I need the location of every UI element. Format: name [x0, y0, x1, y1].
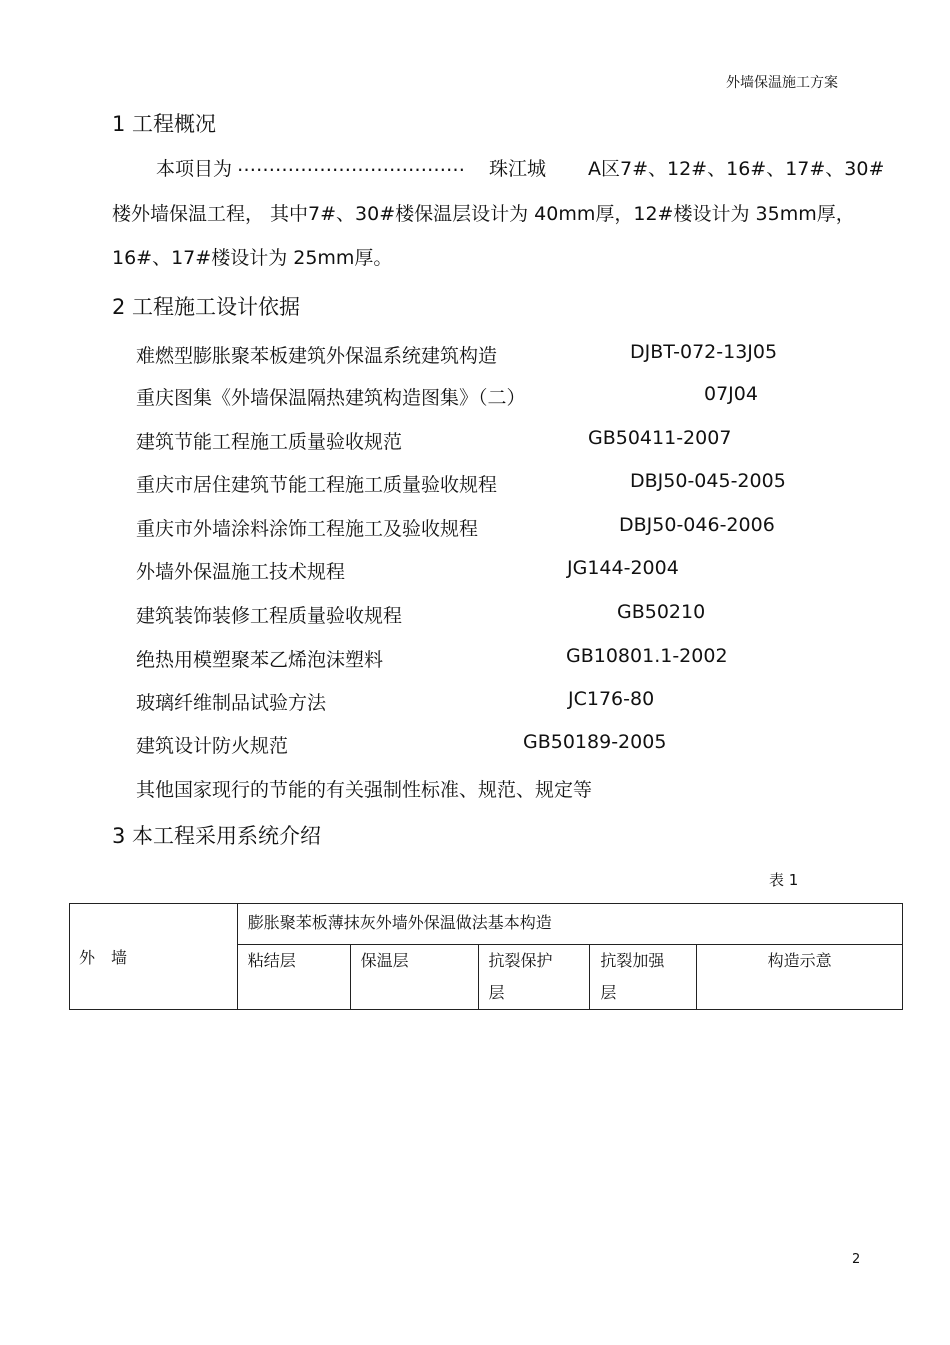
overview-line-3: 16#、17#楼设计为 25mm厚。 — [112, 247, 393, 269]
table-header-cell — [237, 945, 350, 1010]
reference-code: GB10801.1-2002 — [566, 645, 728, 667]
reference-code: GB50189-2005 — [523, 731, 667, 753]
reference-title: 玻璃纤维制品试验方法 — [136, 692, 327, 714]
reference-other: 其他国家现行的节能的有关强制性标准、规范、规定等 — [136, 779, 593, 801]
running-header: 外墙保温施工方案 — [726, 75, 838, 91]
reference-title: 建筑装饰装修工程质量验收规程 — [136, 605, 403, 627]
table-header-cell — [478, 945, 590, 1010]
reference-title: 绝热用模塑聚苯乙烯泡沫塑料 — [136, 649, 384, 671]
reference-title: 建筑设计防火规范 — [136, 735, 289, 757]
construction-table — [69, 903, 903, 1010]
section-2-heading: 2 工程施工设计依据 — [112, 295, 301, 319]
reference-code: DBJ50-046-2006 — [619, 514, 775, 536]
table-header-text: 粘结层 — [247, 951, 296, 970]
table-header-text: 层 — [600, 983, 617, 1002]
reference-code: DJBT-072-13J05 — [630, 341, 778, 363]
reference-title: 重庆图集《外墙保温隔热建筑构造图集》（二） — [136, 387, 526, 409]
reference-code: JC176-80 — [568, 688, 655, 710]
overview-line-2: 楼外墙保温工程， 其中7#、30#楼保温层设计为 40mm厚，12#楼设计为 35mm厚， — [112, 203, 855, 225]
overview-dots: ……………………………… — [237, 154, 465, 176]
reference-code: JG144-2004 — [567, 557, 679, 579]
table-row-label: 外 墙 — [70, 904, 238, 1010]
section-3-heading: 3 本工程采用系统介绍 — [112, 824, 322, 848]
overview-city: 珠江城 — [489, 158, 547, 180]
reference-title: 难燃型膨胀聚苯板建筑外保温系统建筑构造 — [136, 345, 498, 367]
table-header-text: 构造示意 — [767, 951, 832, 970]
reference-title: 外墙外保温施工技术规程 — [136, 561, 346, 583]
table-header-cell — [590, 945, 697, 1010]
reference-code: 07J04 — [704, 383, 758, 405]
reference-title: 重庆市外墙涂料涂饰工程施工及验收规程 — [136, 518, 479, 540]
table-header-cell — [350, 945, 478, 1010]
page-number: 2 — [852, 1252, 861, 1267]
overview-lead: 本项目为 — [156, 158, 233, 180]
table-caption: 表 1 — [769, 871, 799, 889]
table-title: 膨胀聚苯板薄抹灰外墙外保温做法基本构造 — [237, 904, 902, 945]
reference-code: DBJ50-045-2005 — [630, 470, 786, 492]
table-header-text: 保温层 — [360, 951, 409, 970]
reference-title: 建筑节能工程施工质量验收规范 — [136, 431, 403, 453]
reference-code: GB50210 — [617, 601, 706, 623]
section-1-heading: 1 工程概况 — [112, 112, 217, 136]
table-header-text: 抗裂加强 — [600, 951, 665, 970]
reference-title: 重庆市居住建筑节能工程施工质量验收规程 — [136, 474, 498, 496]
table-header-text: 层 — [488, 983, 505, 1002]
table-header-text: 抗裂保护 — [488, 951, 553, 970]
table-header-cell — [697, 945, 903, 1010]
overview-buildings: A区7#、12#、16#、17#、30# — [588, 158, 885, 180]
reference-code: GB50411-2007 — [588, 427, 732, 449]
